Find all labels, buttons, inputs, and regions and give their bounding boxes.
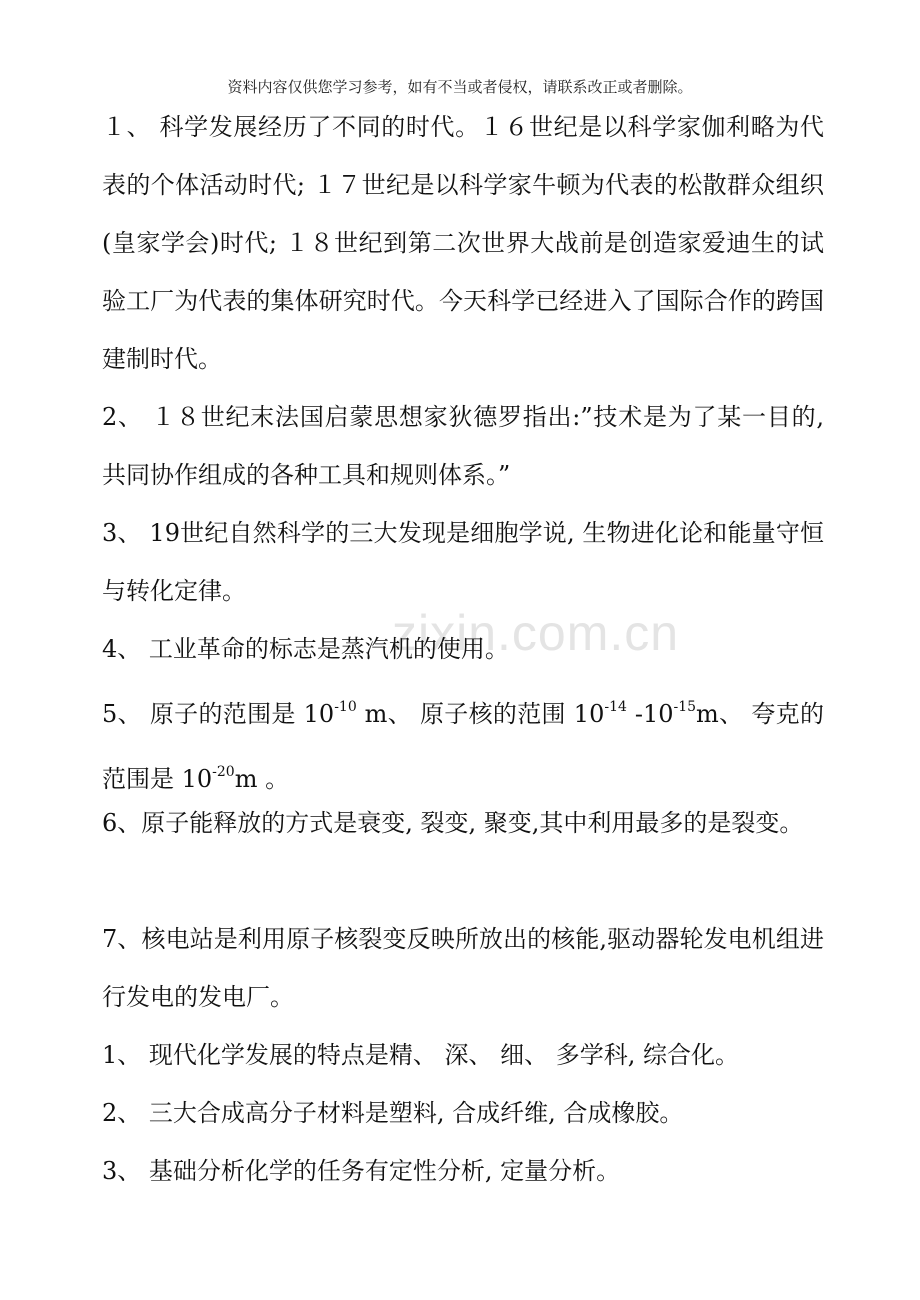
paragraph-5-text-2: m、 原子核的范围 10 [356,700,605,728]
exponent-4: -20 [212,764,235,780]
paragraph-2: 2、 １８世纪末法国启蒙思想家狄德罗指出:”技术是为了某一目的, 共同协作组成的各种工具和规则体系。” [102,403,824,489]
paragraph-5-text-1: 5、 原子的范围是 10 [102,700,335,728]
paragraph-4: 4、 工业革命的标志是蒸汽机的使用。 [102,635,509,663]
paragraph-5-text-4: m、 夸克的范围是 10 [102,700,824,793]
paragraph-10: 3、 基础分析化学的任务有定性分析, 定量分析。 [102,1157,621,1185]
paragraph-7: 7、核电站是利用原子核裂变反映所放出的核能,驱动器轮发电机组进行发电的发电厂。 [102,925,824,1011]
watermark: zixin.com.cn [392,605,680,661]
paragraph-3: 3、 19世纪自然科学的三大发现是细胞学说, 生物进化论和能量守恒与转化定律。 [102,519,824,605]
paragraph-1: １、 科学发展经历了不同的时代。１６世纪是以科学家伽利略为代表的个体活动时代; １７世纪是以科学家牛顿为代表的松散群众组织(皇家学会)时代; １８世纪到第二次世界大战前是创造家爱迪生的试验工厂为代表的集体研究时代。今天科学已经进入了国际合作的跨国建制时代。 [102,113,824,373]
paragraph-5-text-3: -10 [626,700,674,728]
paragraph-9: 2、 三大合成高分子材料是塑料, 合成纤维, 合成橡胶。 [102,1099,684,1127]
exponent-2: -14 [604,699,627,715]
copyright-notice: 资料内容仅供您学习参考，如有不当或者侵权，请联系改正或者删除。 [227,78,693,96]
exponent-3: -15 [673,699,697,715]
paragraph-5-text-5: m 。 [234,765,290,793]
exponent-1: -10 [334,699,357,715]
paragraph-6: 6、原子能释放的方式是衰变, 裂变, 聚变,其中利用最多的是裂变。 [102,809,804,837]
paragraph-8: 1、 现代化学发展的特点是精、 深、 细、 多学科, 综合化。 [102,1041,740,1069]
paragraph-5 [102,678,824,808]
